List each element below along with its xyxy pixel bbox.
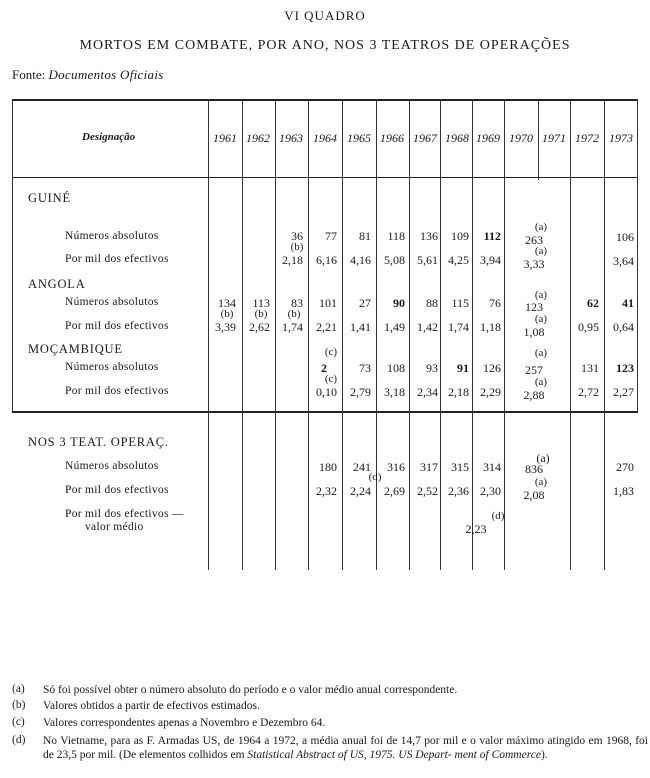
cell: 270: [616, 460, 634, 474]
year-header: 1968: [445, 131, 469, 145]
cell: 1,18: [480, 320, 501, 334]
cell: 2,18: [448, 385, 469, 399]
cell: 5,08: [384, 253, 405, 267]
cell: 36: [291, 229, 303, 243]
note-mark-a: (a): [534, 313, 548, 325]
cell: 2,88: [523, 388, 545, 402]
year-header: 1972: [575, 131, 599, 145]
cell: 2,32: [316, 484, 337, 498]
col-rule: [242, 100, 243, 570]
note-mark-b: (b): [287, 308, 301, 320]
row-label-per-mil: Por mil dos efectivos: [65, 320, 169, 332]
col-rule: [440, 100, 441, 570]
col-rule: [409, 100, 410, 570]
cell: 2: [321, 361, 327, 375]
cell: 81: [359, 229, 371, 243]
col-rule: [376, 100, 377, 570]
row-label-absolute: Números absolutos: [65, 296, 159, 308]
footnote-key: (b): [12, 699, 26, 711]
note-mark-a: (a): [534, 289, 548, 301]
footnote-d-source: Statistical Abstract of US, 1975. US Depart-: [247, 749, 452, 761]
cell: 113: [252, 296, 270, 310]
cell: 123: [616, 361, 634, 375]
note-mark-d: (d): [491, 510, 505, 522]
col-rule: [342, 100, 343, 570]
row-label-absolute: Números absolutos: [65, 230, 159, 242]
note-mark-a: (a): [534, 245, 548, 257]
cell: 180: [319, 460, 337, 474]
year-header: 1971: [542, 131, 566, 145]
section-mocambique: MOÇAMBIQUE: [28, 342, 123, 356]
table-left-border: [12, 100, 13, 411]
cell: 27: [359, 296, 371, 310]
cell: 118: [387, 229, 405, 243]
cell: 1,41: [350, 320, 371, 334]
cell: 2,29: [480, 385, 501, 399]
year-header: 1969: [476, 131, 500, 145]
cell: 1,74: [282, 320, 303, 334]
note-mark-b: (b): [220, 308, 234, 320]
cell: 0,10: [316, 385, 337, 399]
table-top-rule: [12, 99, 638, 101]
note-mark-c: (c): [324, 346, 338, 358]
cell: 263: [525, 233, 543, 247]
cell: 2,18: [282, 253, 303, 267]
footnote-d-line1: No Vietname, para as F. Armadas US, de 1964 a 1972, a média anual foi de 14,7 por mil e o valor máximo: [43, 735, 545, 747]
note-mark-a: (a): [534, 476, 548, 488]
year-header: 1961: [213, 131, 237, 145]
cell: 2,79: [350, 385, 371, 399]
row-label-per-mil: Por mil dos efectivos: [65, 253, 169, 265]
cell: 62: [587, 296, 599, 310]
cell: 1,74: [448, 320, 469, 334]
row-label-per-mil: Por mil dos efectivos: [65, 385, 169, 397]
cell: 241: [353, 460, 371, 474]
col-rule: [472, 100, 473, 570]
note-mark-a: (a): [534, 376, 548, 388]
cell: 2,62: [249, 320, 270, 334]
table-title: MORTOS EM COMBATE, POR ANO, NOS 3 TEATROS DE OPERAÇÕES: [79, 38, 571, 53]
col-rule: [504, 100, 505, 570]
cell: 1,08: [523, 325, 545, 339]
cell: 1,49: [384, 320, 405, 334]
note-mark-a: (a): [534, 221, 548, 233]
section-guine: GUINÉ: [28, 191, 71, 205]
col-rule: [604, 100, 605, 570]
cell: 0,95: [578, 320, 599, 334]
cell: 2,27: [613, 385, 634, 399]
cell: 6,16: [316, 253, 337, 267]
cell: 136: [420, 229, 438, 243]
note-mark-b: (b): [290, 241, 304, 253]
note-mark-d: (d): [368, 471, 382, 483]
footnote-d-end: ).: [540, 749, 548, 761]
table-number: VI QUADRO: [284, 8, 366, 23]
section-total: NOS 3 TEAT. OPERAÇ.: [28, 435, 169, 449]
cell: 2,08: [523, 488, 545, 502]
cell: 2,34: [417, 385, 438, 399]
col-rule: [275, 100, 276, 570]
note-mark-b: (b): [254, 308, 268, 320]
cell: 2,24: [350, 484, 371, 498]
table-right-border: [637, 100, 638, 411]
cell: 3,39: [215, 320, 236, 334]
cell: 112: [483, 229, 501, 243]
cell: 126: [483, 361, 501, 375]
cell: 836: [525, 462, 543, 476]
cell: 3,64: [613, 254, 634, 268]
cell: 317: [420, 460, 438, 474]
cell: 41: [622, 296, 634, 310]
row-label-absolute: Números absolutos: [65, 460, 159, 472]
cell: 2,72: [578, 385, 599, 399]
cell: 77: [325, 229, 337, 243]
source-label: Fonte:: [12, 67, 46, 82]
cell: 2,36: [448, 484, 469, 498]
cell: 3,33: [523, 257, 545, 271]
year-header: 1973: [609, 131, 633, 145]
cell: 4,25: [448, 253, 469, 267]
header-designacao: Designação: [82, 131, 136, 143]
section-angola: ANGOLA: [28, 277, 86, 291]
cell: 109: [451, 229, 469, 243]
col-rule: [208, 100, 209, 570]
year-header: 1970: [509, 131, 533, 145]
cell: 316: [387, 460, 405, 474]
footnote-d-line2: atingido em 1968, foi de 23,5 por mil. (De elementos colhidos em: [43, 735, 648, 761]
year-header: 1964: [313, 131, 337, 145]
col-rule: [308, 100, 309, 570]
cell: 2,30: [480, 484, 501, 498]
cell: 108: [387, 361, 405, 375]
year-header: 1967: [413, 131, 437, 145]
year-header: 1966: [380, 131, 404, 145]
cell: 314: [483, 460, 501, 474]
cell: 3,18: [384, 385, 405, 399]
row-label-per-mil: Por mil dos efectivos: [65, 484, 169, 496]
cell: 3,94: [480, 253, 501, 267]
footnote-key: (c): [12, 716, 25, 728]
footnote-text: Só foi possível obter o número absoluto do período e o valor médio anual correspondente.: [43, 684, 458, 696]
row-label-valor-medio: valor médio: [85, 521, 144, 533]
footnote-text: Valores correspondentes apenas a Novembro e Dezembro 64.: [43, 717, 326, 729]
cell: 2,69: [384, 484, 405, 498]
table-total-rule: [12, 411, 638, 413]
cell: 1,83: [613, 484, 634, 498]
cell: 1,42: [417, 320, 438, 334]
cell: 0,64: [613, 320, 634, 334]
cell: 2,23: [465, 522, 487, 536]
cell: 5,61: [417, 253, 438, 267]
note-mark-a: (a): [536, 451, 550, 465]
note-mark-a: (a): [534, 347, 548, 359]
footnote-text: [43, 734, 648, 762]
cell: 76: [489, 296, 501, 310]
row-label-absolute: Números absolutos: [65, 361, 159, 373]
year-header: 1963: [279, 131, 303, 145]
note-mark-c: (c): [324, 373, 338, 385]
cell: 91: [457, 361, 469, 375]
row-label-per-mil-medio: Por mil dos efectivos —: [65, 508, 184, 520]
cell: 315: [451, 460, 469, 474]
year-header: 1962: [246, 131, 270, 145]
cell: 93: [426, 361, 438, 375]
cell: 2,21: [316, 320, 337, 334]
cell: 123: [525, 300, 543, 314]
footnote-text: Valores obtidos a partir de efectivos estimados.: [43, 700, 260, 712]
cell: 106: [616, 230, 634, 244]
cell: 2,52: [417, 484, 438, 498]
cell: 134: [218, 296, 236, 310]
cell: 257: [525, 363, 543, 377]
footnote-key: (a): [12, 683, 25, 695]
col-rule: [570, 100, 571, 570]
year-header: 1965: [347, 131, 371, 145]
source-value: Documentos Oficiais: [48, 67, 164, 82]
table-header-rule: [12, 177, 638, 178]
footnote-key: (d): [12, 734, 26, 746]
cell: 131: [581, 361, 599, 375]
cell: 88: [426, 296, 438, 310]
footnote-d-source-2: ment of Commerce: [454, 749, 541, 761]
cell: 115: [451, 296, 469, 310]
cell: 101: [319, 296, 337, 310]
cell: 90: [393, 296, 405, 310]
cell: 4,16: [350, 253, 371, 267]
cell: 83: [291, 296, 303, 310]
cell: 73: [359, 361, 371, 375]
